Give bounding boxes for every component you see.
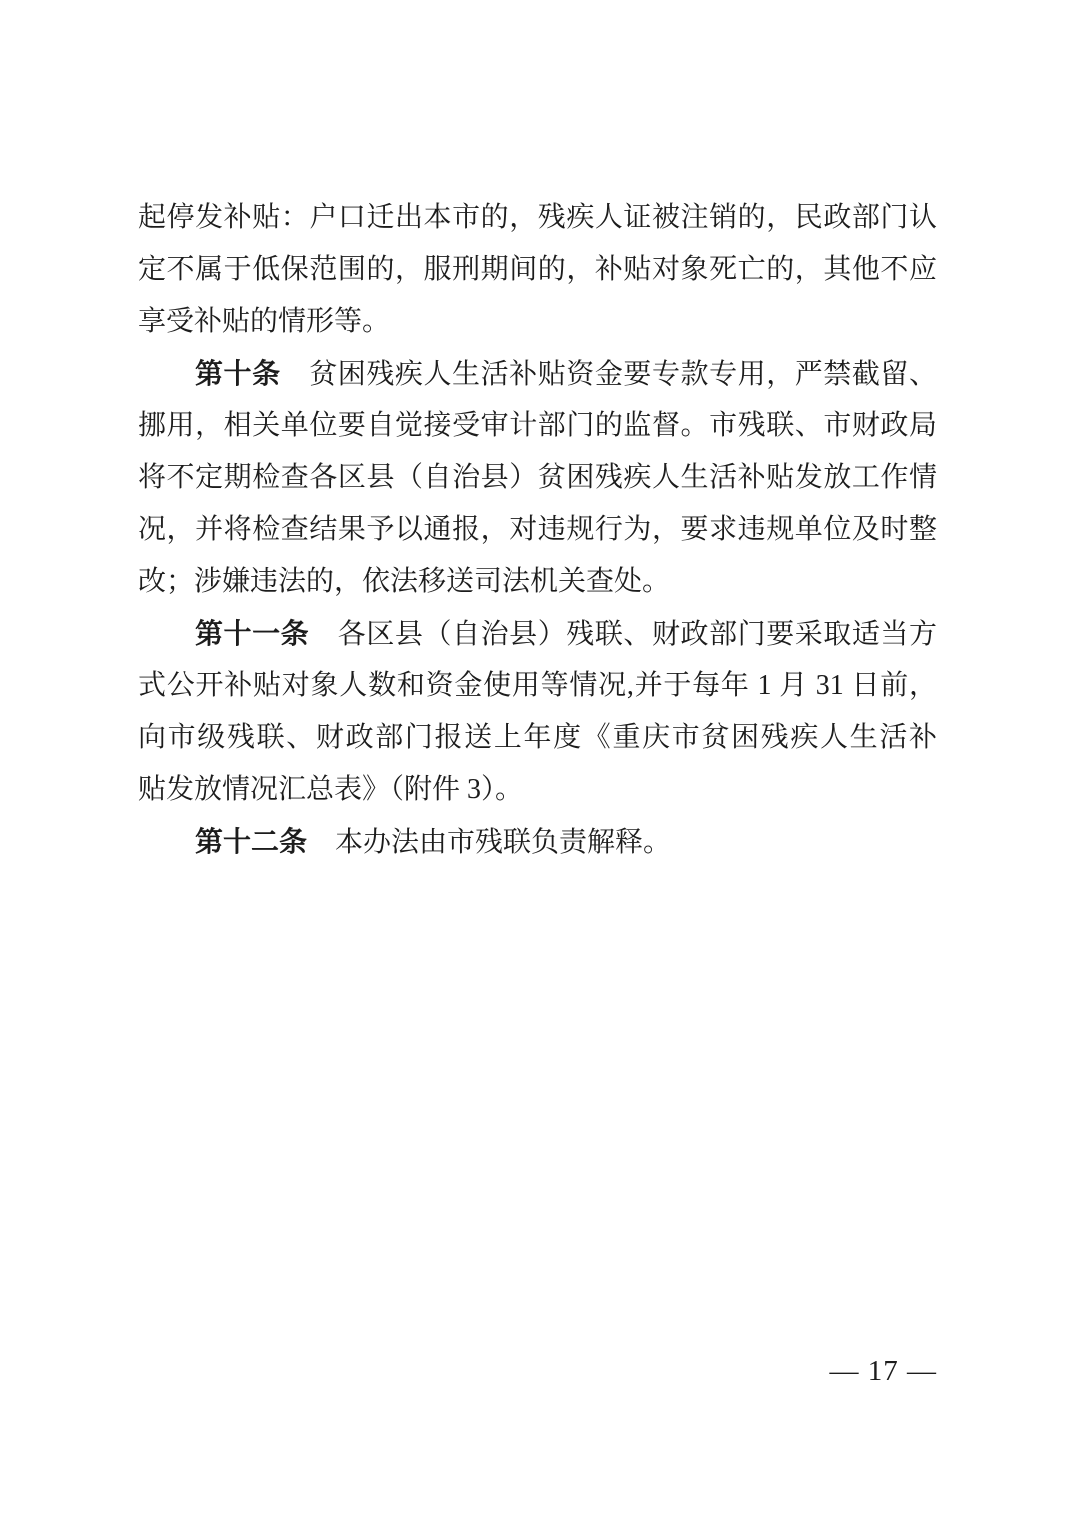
body-text: 贴发放情况汇总表》（附件 3）。: [138, 774, 524, 805]
body-text: 享受补贴的情形等。: [138, 306, 391, 337]
body-text: 贫困残疾人生活补贴资金要专款专用，严禁截留、: [280, 359, 937, 390]
body-text: 将不定期检查各区县（自治县）贫困残疾人生活补贴发放工作情: [138, 462, 937, 493]
body-text: 改；涉嫌违法的，依法移送司法机关查处。: [138, 566, 671, 597]
text-line: [138, 608, 937, 660]
para-article-10: [138, 348, 937, 608]
article-number: 第十二条: [195, 826, 308, 857]
text-line: [138, 452, 937, 504]
body-text: 起停发补贴：户口迁出本市的，残疾人证被注销的，民政部门认: [138, 202, 937, 233]
text-line: [138, 192, 937, 244]
article-number: 第十条: [195, 358, 281, 389]
article-number: 第十一条: [195, 618, 310, 649]
body-text: 各区县（自治县）残联、财政部门要采取适当方: [309, 619, 937, 650]
body-text: 定不属于低保范围的，服刑期间的，补贴对象死亡的，其他不应: [138, 254, 937, 285]
body-text: 向市级残联、财政部门报送上年度《重庆市贫困残疾人生活补: [138, 722, 937, 753]
body-text: 式公开补贴对象人数和资金使用等情况,并于每年 1 月 31 日前，: [138, 670, 937, 701]
document-body: [138, 192, 937, 928]
text-line: [138, 764, 937, 816]
body-text: 挪用，相关单位要自觉接受审计部门的监督。市残联、市财政局: [138, 410, 937, 441]
text-line: [138, 296, 937, 348]
text-line: [138, 504, 937, 556]
page-number: — 17 —: [829, 1355, 937, 1387]
text-line: [138, 556, 937, 608]
text-line: [138, 712, 937, 764]
text-line: [138, 348, 937, 400]
text-line: [138, 660, 937, 712]
text-line: [138, 244, 937, 296]
para-continuation: [138, 192, 937, 348]
body-text: 本办法由市残联负责解释。: [307, 827, 672, 858]
text-line: [138, 400, 937, 452]
para-article-12: [138, 816, 937, 868]
body-text: 况，并将检查结果予以通报，对违规行为，要求违规单位及时整: [138, 514, 937, 545]
text-line: [138, 816, 937, 868]
para-article-11: [138, 608, 937, 816]
